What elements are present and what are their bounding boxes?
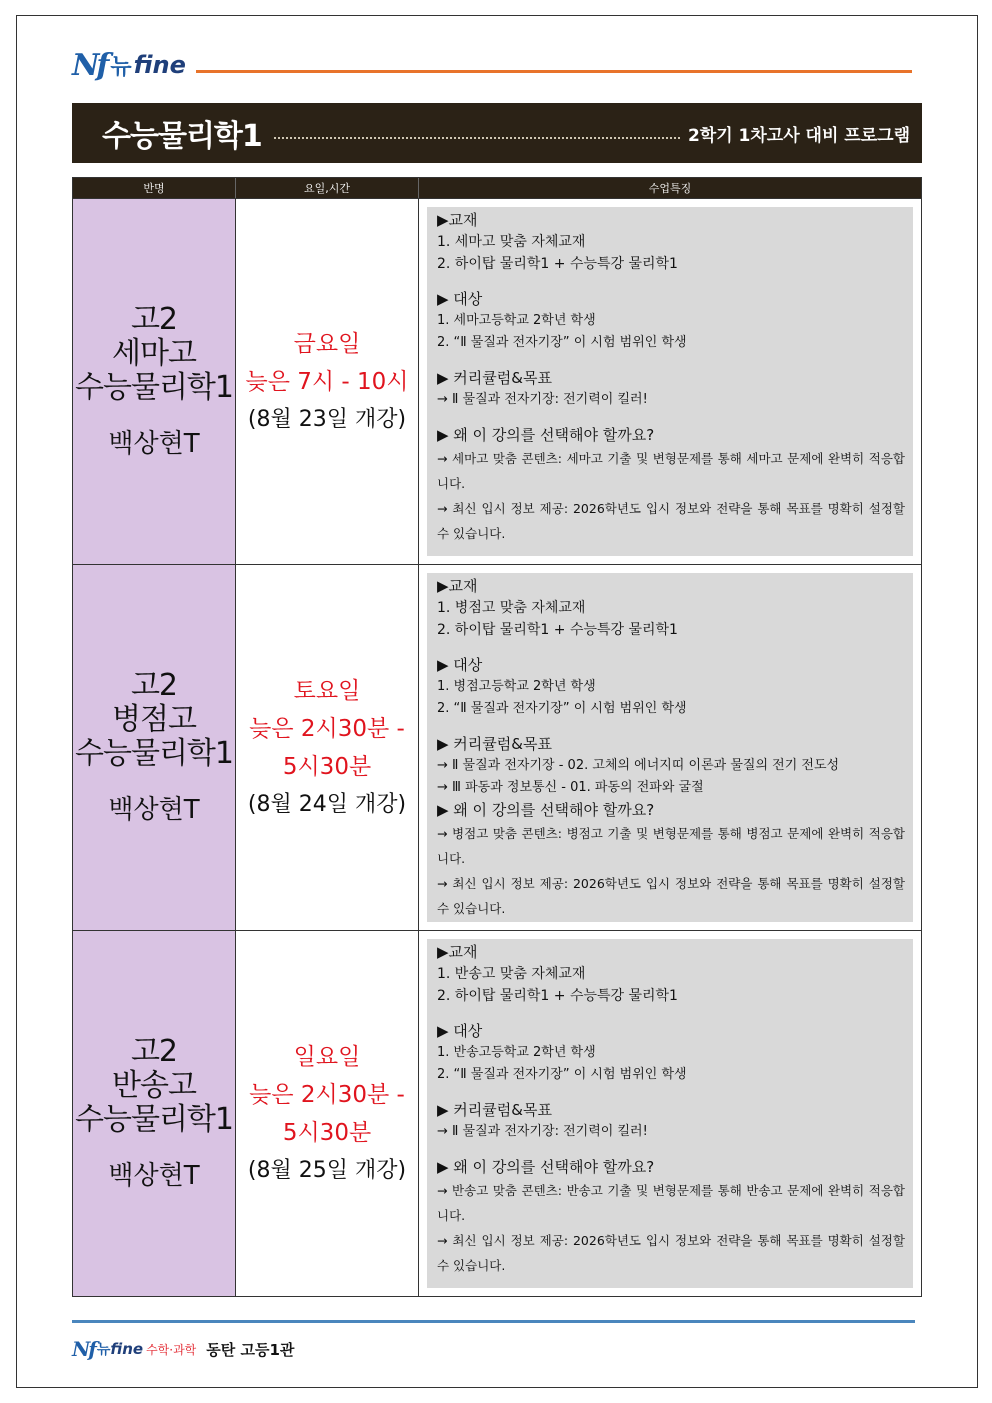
curriculum-item: → Ⅲ 파동과 정보통신 - 01. 파동의 전파와 굴절 — [437, 780, 704, 795]
target-item: 1. 병점고등학교 2학년 학생 — [437, 679, 596, 694]
title-banner — [72, 103, 922, 163]
target-item: 1. 반송고등학교 2학년 학생 — [437, 1045, 596, 1060]
logo-korean: 뉴 — [110, 54, 132, 80]
why-heading: ▶ 왜 이 강의를 선택해야 할까요? — [437, 801, 655, 819]
opening-date: (8월 25일 개강) — [247, 1157, 407, 1183]
brand-logo — [72, 45, 186, 85]
target-heading: ▶ 대상 — [437, 290, 483, 308]
class-day: 토요일 — [293, 677, 361, 704]
footer-logo-mark: Nf — [72, 1337, 95, 1361]
schedule-cell — [236, 931, 419, 1296]
col-time: 요일,시간 — [236, 178, 419, 198]
why-item: → 최신 입시 정보 제공: 2026학년도 입시 정보와 전략을 통해 목표를 명확히 설정할 수 있습니다. — [437, 876, 905, 916]
why-heading: ▶ 왜 이 강의를 선택해야 할까요? — [437, 426, 655, 444]
features-cell — [419, 931, 921, 1296]
class-time: 5시30분 — [282, 753, 372, 780]
textbook-item: 2. 하이탑 물리학1 + 수능특강 물리학1 — [437, 256, 678, 272]
features-box — [427, 207, 913, 556]
class-name-line: 수능물리학1 — [75, 1102, 233, 1137]
class-time: 늦은 2시30분 - — [249, 1081, 405, 1108]
header-rule — [196, 70, 912, 73]
features-cell — [419, 565, 921, 930]
opening-date: (8월 24일 개강) — [247, 791, 407, 817]
textbook-item: 2. 하이탑 물리학1 + 수능특강 물리학1 — [437, 988, 678, 1004]
target-item: 1. 세마고등학교 2학년 학생 — [437, 313, 596, 328]
why-item: → 세마고 맞춤 콘텐츠: 세마고 기출 및 변형문제를 통해 세마고 문제에 완벽히 적응합니다. — [437, 451, 905, 491]
target-item: 2. “Ⅱ 물질과 전자기장” 이 시험 범위인 학생 — [437, 701, 687, 716]
features-box — [427, 573, 913, 922]
logo-mark: Nf — [72, 47, 107, 83]
target-heading: ▶ 대상 — [437, 1022, 483, 1040]
teacher-name: 백상현T — [108, 795, 200, 825]
footer-logo-english: fine — [110, 1340, 144, 1358]
class-time: 늦은 7시 - 10시 — [245, 368, 409, 395]
opening-date: (8월 23일 개강) — [247, 406, 407, 432]
class-day: 일요일 — [293, 1043, 361, 1070]
teacher-name: 백상현T — [108, 1161, 200, 1191]
class-name-line: 반송고 — [112, 1068, 196, 1103]
curriculum-item: → Ⅱ 물질과 전자기장 - 02. 고체의 에너지띠 이론과 물질의 전기 전도성 — [437, 758, 840, 773]
table-header — [73, 178, 921, 198]
why-item: → 최신 입시 정보 제공: 2026학년도 입시 정보와 전략을 통해 목표를 명확히 설정할 수 있습니다. — [437, 501, 905, 541]
schedule-cell — [236, 565, 419, 930]
table-row — [73, 930, 921, 1296]
why-heading: ▶ 왜 이 강의를 선택해야 할까요? — [437, 1158, 655, 1176]
table-row — [73, 198, 921, 564]
curriculum-heading: ▶ 커리큘럼&목표 — [437, 735, 552, 753]
target-item: 2. “Ⅱ 물질과 전자기장” 이 시험 범위인 학생 — [437, 335, 687, 350]
features-cell — [419, 199, 921, 564]
class-name-line: 수능물리학1 — [75, 736, 233, 771]
col-class: 반명 — [73, 178, 236, 198]
why-item: → 최신 입시 정보 제공: 2026학년도 입시 정보와 전략을 통해 목표를 명확히 설정할 수 있습니다. — [437, 1233, 905, 1273]
curriculum-heading: ▶ 커리큘럼&목표 — [437, 1101, 552, 1119]
dotted-leader — [274, 137, 680, 139]
curriculum-item: → Ⅱ 물질과 전자기장: 전기력이 킬러! — [437, 1124, 648, 1139]
class-table — [72, 177, 922, 1297]
class-cell — [73, 199, 236, 564]
class-cell — [73, 931, 236, 1296]
why-item: → 반송고 맞춤 콘텐츠: 반송고 기출 및 변형문제를 통해 반송고 문제에 완벽히 적응합니다. — [437, 1183, 905, 1223]
class-name-line: 수능물리학1 — [75, 370, 233, 405]
curriculum-item: → Ⅱ 물질과 전자기장: 전기력이 킬러! — [437, 392, 648, 407]
target-item: 2. “Ⅱ 물질과 전자기장” 이 시험 범위인 학생 — [437, 1067, 687, 1082]
table-row — [73, 564, 921, 930]
logo-english: fine — [133, 51, 186, 79]
class-cell — [73, 565, 236, 930]
textbook-item: 2. 하이탑 물리학1 + 수능특강 물리학1 — [437, 622, 678, 638]
footer-logo — [72, 1336, 294, 1362]
page-title: 수능물리학1 — [102, 119, 262, 154]
schedule-cell — [236, 199, 419, 564]
class-name-line: 고2 — [130, 1034, 178, 1069]
features-box — [427, 939, 913, 1288]
class-time: 5시30분 — [282, 1119, 372, 1146]
footer-rule — [72, 1320, 915, 1323]
textbook-heading: ▶교재 — [437, 943, 478, 961]
footer-subject: 수학·과학 — [146, 1342, 197, 1357]
textbook-item: 1. 반송고 맞춤 자체교재 — [437, 966, 586, 982]
textbook-item: 1. 세마고 맞춤 자체교재 — [437, 234, 586, 250]
class-day: 금요일 — [293, 330, 361, 357]
textbook-item: 1. 병점고 맞춤 자체교재 — [437, 600, 586, 616]
program-subtitle: 2학기 1차고사 대비 프로그램 — [687, 125, 910, 146]
footer-branch: 동탄 고등1관 — [206, 1340, 295, 1359]
textbook-heading: ▶교재 — [437, 211, 478, 229]
col-features: 수업특징 — [648, 182, 692, 195]
class-name-line: 병점고 — [112, 702, 196, 737]
textbook-heading: ▶교재 — [437, 577, 478, 595]
class-name-line: 세마고 — [112, 336, 196, 371]
target-heading: ▶ 대상 — [437, 656, 483, 674]
class-name-line: 고2 — [130, 668, 178, 703]
curriculum-heading: ▶ 커리큘럼&목표 — [437, 369, 552, 387]
why-item: → 병점고 맞춤 콘텐츠: 병점고 기출 및 변형문제를 통해 병점고 문제에 완벽히 적응합니다. — [437, 826, 905, 866]
class-name-line: 고2 — [130, 302, 178, 337]
class-time: 늦은 2시30분 - — [249, 715, 405, 742]
teacher-name: 백상현T — [108, 429, 200, 459]
footer-logo-korean: 뉴 — [96, 1342, 111, 1358]
